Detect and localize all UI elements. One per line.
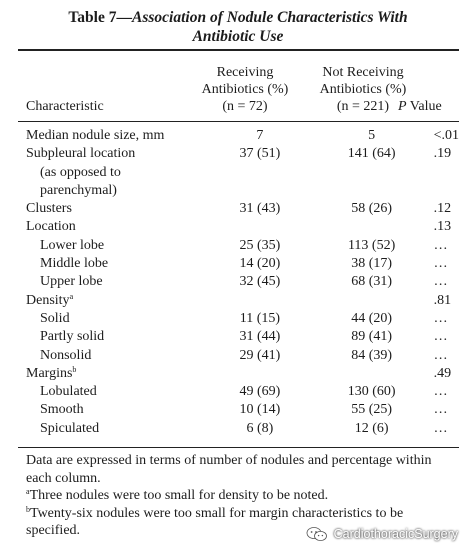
table-row xyxy=(18,200,459,218)
cell-receiving: 7 xyxy=(256,128,264,143)
header-value-word: Value xyxy=(406,99,442,114)
row-label-text: Median nodule size, mm xyxy=(26,128,165,143)
row-label-text: (as opposed to xyxy=(40,164,121,180)
row-label xyxy=(18,328,204,346)
table-row xyxy=(18,273,459,291)
row-label-text: parenchymal) xyxy=(40,182,117,198)
cell-p-value xyxy=(428,182,459,200)
title-line-1 xyxy=(0,8,476,27)
row-label-text: Nonsolid xyxy=(40,347,92,363)
cell-receiving: 10 (14) xyxy=(239,402,281,418)
cell-p-value: .12 xyxy=(433,201,452,217)
cell-p-value: .13 xyxy=(433,219,452,235)
cell-not-receiving: 5 xyxy=(368,128,376,143)
cell-not-receiving: 58 (26) xyxy=(351,201,393,217)
cell-not-receiving: 130 (60) xyxy=(347,384,396,400)
cell-not-receiving: 141 (64) xyxy=(347,146,396,162)
table-row xyxy=(18,420,459,438)
row-label xyxy=(18,218,204,236)
table-title xyxy=(0,8,476,46)
header-p-value xyxy=(398,98,442,115)
header-not-receiving-line3: (n = 221) xyxy=(336,99,390,114)
cell-not-receiving: 12 (6) xyxy=(354,420,389,436)
title-prefix: Table 7— xyxy=(68,9,132,26)
cell-p-value: .49 xyxy=(433,365,452,381)
row-label xyxy=(18,200,204,218)
cell-p-value: … xyxy=(433,329,448,345)
footnote-main: Data are expressed in terms of number of nodules and percentage within each column. xyxy=(26,453,432,486)
row-label xyxy=(18,237,204,255)
row-label-text: Subpleural location xyxy=(26,146,136,162)
table-row xyxy=(18,328,459,346)
row-label xyxy=(18,255,204,273)
row-label xyxy=(18,292,204,310)
header-not-receiving-line1: Not Receiving xyxy=(322,65,404,80)
header-p-letter: P xyxy=(398,99,407,114)
cell-not-receiving: 55 (25) xyxy=(351,402,393,418)
cell-p-value: <.01 xyxy=(433,128,459,143)
table-row xyxy=(18,347,459,365)
cell-not-receiving: 68 (31) xyxy=(351,274,393,290)
table-row xyxy=(18,365,459,383)
header-receiving-line3: (n = 72) xyxy=(222,99,268,114)
footnote-a-text: Three nodules were too small for density to be noted. xyxy=(29,488,329,504)
cell-receiving: 31 (44) xyxy=(239,329,281,345)
header-not-receiving-line2: Antibiotics (%) xyxy=(319,82,407,97)
cell-receiving: 32 (45) xyxy=(239,274,281,290)
header-receiving xyxy=(186,64,304,115)
top-rule xyxy=(18,49,459,51)
cell-receiving xyxy=(204,218,315,236)
row-label xyxy=(18,273,204,291)
cell-not-receiving: 113 (52) xyxy=(347,237,396,253)
cell-receiving xyxy=(204,182,315,200)
cell-p-value: .19 xyxy=(433,146,452,162)
watermark-text: CardiothoracicSurgery xyxy=(333,527,458,541)
cell-receiving: 31 (43) xyxy=(239,201,281,217)
cell-receiving: 37 (51) xyxy=(239,146,281,162)
table-body xyxy=(18,127,459,438)
cell-not-receiving: 84 (39) xyxy=(351,347,393,363)
cell-p-value: … xyxy=(433,256,448,272)
row-label xyxy=(18,383,204,401)
row-label xyxy=(18,310,204,328)
footnote-b-mark: b xyxy=(26,504,30,514)
cell-p-value: … xyxy=(433,347,448,363)
table-row xyxy=(18,182,459,200)
cell-receiving: 49 (69) xyxy=(239,384,281,400)
row-label-text: Density xyxy=(26,292,70,308)
cell-receiving: 14 (20) xyxy=(239,256,281,272)
header-characteristic: Characteristic xyxy=(26,99,104,114)
cell-not-receiving: 44 (20) xyxy=(351,310,393,326)
bottom-rule xyxy=(18,447,459,448)
cell-p-value: … xyxy=(433,310,448,326)
cell-p-value: … xyxy=(433,420,448,436)
row-label xyxy=(18,420,204,438)
row-label-text: Upper lobe xyxy=(40,274,103,290)
row-label-text: Lower lobe xyxy=(40,237,105,253)
cell-receiving xyxy=(204,365,315,383)
footnote-b-text: Twenty-six nodules were too small for margin characteristics to be specified. xyxy=(26,505,404,539)
watermark xyxy=(306,526,458,542)
table-row xyxy=(18,218,459,236)
cell-p-value: … xyxy=(433,274,448,290)
row-label xyxy=(18,145,204,163)
table-row xyxy=(18,164,459,182)
row-label-text: Solid xyxy=(40,310,70,326)
row-label xyxy=(18,164,204,182)
cell-receiving: 6 (8) xyxy=(246,420,274,436)
data-table xyxy=(18,127,459,438)
table-row xyxy=(18,401,459,419)
cell-p-value: … xyxy=(433,384,448,400)
header-receiving-line2: Antibiotics (%) xyxy=(201,82,289,97)
footnote-marker: a xyxy=(69,291,74,301)
row-label-text: Location xyxy=(26,219,76,235)
cell-receiving: 29 (41) xyxy=(239,347,281,363)
row-label-text: Lobulated xyxy=(40,384,97,400)
cell-not-receiving xyxy=(316,218,428,236)
cell-not-receiving xyxy=(316,182,428,200)
header-receiving-line1: Receiving xyxy=(216,65,274,80)
cell-not-receiving xyxy=(316,292,428,310)
cell-not-receiving: 89 (41) xyxy=(351,329,393,345)
footnote-a-mark: a xyxy=(26,487,30,497)
table-row xyxy=(18,310,459,328)
row-label-text: Middle lobe xyxy=(40,256,109,272)
cell-receiving xyxy=(204,292,315,310)
cell-receiving: 11 (15) xyxy=(239,310,281,326)
table-row xyxy=(18,383,459,401)
cell-p-value: … xyxy=(433,402,448,418)
table-row xyxy=(18,127,459,145)
table-row xyxy=(18,237,459,255)
table-row xyxy=(18,292,459,310)
footnote-marker: b xyxy=(72,364,77,374)
cell-not-receiving: 38 (17) xyxy=(351,256,393,272)
cell-receiving xyxy=(204,164,315,182)
cell-p-value: .81 xyxy=(433,292,452,308)
row-label xyxy=(18,182,204,200)
cell-receiving: 25 (35) xyxy=(239,237,281,253)
wechat-icon xyxy=(306,526,328,542)
row-label-text: Spiculated xyxy=(40,420,100,436)
row-label xyxy=(18,365,204,383)
header-rule xyxy=(18,121,459,122)
row-label xyxy=(18,401,204,419)
row-label-text: Smooth xyxy=(40,402,84,418)
title-italic-1: Association of Nodule Characteristics With xyxy=(132,9,408,26)
cell-not-receiving xyxy=(316,365,428,383)
row-label xyxy=(18,347,204,365)
row-label-text: Partly solid xyxy=(40,329,105,345)
footnote-a xyxy=(26,487,454,505)
cell-p-value xyxy=(428,164,459,182)
title-line-2: Antibiotic Use xyxy=(192,28,284,45)
row-label xyxy=(18,127,204,145)
row-label-text: Clusters xyxy=(26,201,72,217)
table-row xyxy=(18,145,459,163)
cell-not-receiving xyxy=(316,164,428,182)
cell-p-value: … xyxy=(433,237,448,253)
row-label-text: Margins xyxy=(26,365,73,381)
table-row xyxy=(18,255,459,273)
